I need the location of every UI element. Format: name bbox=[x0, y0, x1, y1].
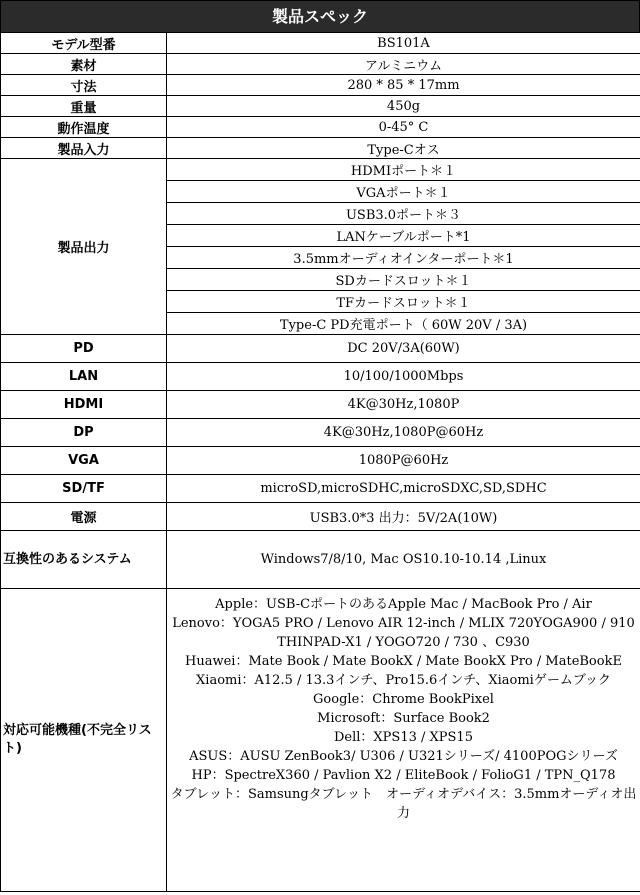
sdtf-label: SD/TF bbox=[1, 475, 167, 503]
hdmi-label: HDMI bbox=[1, 391, 167, 419]
lan-value: 10/100/1000Mbps bbox=[167, 363, 640, 391]
output-item: 3.5mmオーディオインターポート＊1 bbox=[167, 247, 640, 269]
compat-list bbox=[167, 589, 640, 892]
table-row bbox=[1, 138, 640, 159]
compat-label: 対応可能機種(不完全リスト) bbox=[1, 589, 167, 892]
weight-value: 450g bbox=[167, 96, 640, 117]
power-label: 電源 bbox=[1, 503, 167, 531]
temp-label: 動作温度 bbox=[1, 117, 167, 138]
vga-label: VGA bbox=[1, 447, 167, 475]
lan-label: LAN bbox=[1, 363, 167, 391]
output-item: SDカードスロット＊１ bbox=[167, 269, 640, 291]
output-item: Type-C PD充電ポート（ 60W 20V / 3A) bbox=[167, 313, 640, 335]
table-row bbox=[1, 75, 640, 96]
output-item: USB3.0ポート＊３ bbox=[167, 203, 640, 225]
table-row bbox=[1, 475, 640, 503]
system-label: 互換性のあるシステム bbox=[1, 531, 167, 589]
compat-line: Apple：USB-CポートのあるApple Mac / MacBook Pro / Air bbox=[215, 597, 592, 612]
weight-label: 重量 bbox=[1, 96, 167, 117]
output-item: TFカードスロット＊１ bbox=[167, 291, 640, 313]
compat-line: Dell：XPS13 / XPS15 bbox=[334, 730, 473, 745]
table-row bbox=[1, 589, 640, 892]
table-row bbox=[1, 503, 640, 531]
power-value: USB3.0*3 出力：5V/2A(10W) bbox=[167, 503, 640, 531]
table-row bbox=[1, 96, 640, 117]
spec-table bbox=[0, 32, 640, 892]
compat-line: HP：SpectreX360 / Pavlion X2 / EliteBook / FolioG1 / TPN_Q178 bbox=[191, 768, 616, 783]
input-label: 製品入力 bbox=[1, 138, 167, 159]
compat-line: ASUS：AUSU ZenBook3/ U306 / U321シリーズ/ 4100POGシリーズ bbox=[189, 749, 618, 764]
pd-label: PD bbox=[1, 335, 167, 363]
dp-value: 4K@30Hz,1080P@60Hz bbox=[167, 419, 640, 447]
model-value: BS101A bbox=[167, 33, 640, 54]
table-row bbox=[1, 531, 640, 589]
spec-title: 製品スペック bbox=[0, 0, 640, 33]
table-row bbox=[1, 117, 640, 138]
model-label: モデル型番 bbox=[1, 33, 167, 54]
system-value: Windows7/8/10, Mac OS10.10-10.14 ,Linux bbox=[167, 531, 640, 589]
sdtf-value: microSD,microSDHC,microSDXC,SD,SDHC bbox=[167, 475, 640, 503]
table-row bbox=[1, 159, 640, 181]
table-row bbox=[1, 447, 640, 475]
material-value: アルミニウム bbox=[167, 54, 640, 75]
compat-line: Xiaomi：A12.5 / 13.3インチ、Pro15.6インチ、Xiaomiゲームブック bbox=[196, 673, 611, 688]
table-row bbox=[1, 33, 640, 54]
output-item: LANケーブルポート*1 bbox=[167, 225, 640, 247]
output-label: 製品出力 bbox=[1, 159, 167, 335]
temp-value: 0-45° C bbox=[167, 117, 640, 138]
output-item: VGAポート＊１ bbox=[167, 181, 640, 203]
compat-line: タブレット：Samsungタブレット オーディオデバイス：3.5mmオーディオ出力 bbox=[170, 787, 637, 821]
compat-line: Google：Chrome BookPixel bbox=[313, 692, 494, 707]
table-row bbox=[1, 419, 640, 447]
size-value: 280 * 85 * 17mm bbox=[167, 75, 640, 96]
table-row bbox=[1, 335, 640, 363]
size-label: 寸法 bbox=[1, 75, 167, 96]
output-item: HDMIポート＊１ bbox=[167, 159, 640, 181]
input-value: Type-Cオス bbox=[167, 138, 640, 159]
compat-line: Lenovo：YOGA5 PRO / Lenovo AIR 12-inch / MLIX 720YOGA900 / 910 THINPAD-X1 / YOGO720 / 730 、C930 bbox=[172, 616, 635, 650]
dp-label: DP bbox=[1, 419, 167, 447]
compat-line: Microsoft：Surface Book2 bbox=[317, 711, 490, 726]
vga-value: 1080P@60Hz bbox=[167, 447, 640, 475]
table-row bbox=[1, 54, 640, 75]
material-label: 素材 bbox=[1, 54, 167, 75]
pd-value: DC 20V/3A(60W) bbox=[167, 335, 640, 363]
table-row bbox=[1, 391, 640, 419]
compat-line: Huawei：Mate Book / Mate BookX / Mate BookX Pro / MateBookE bbox=[185, 654, 622, 669]
hdmi-value: 4K@30Hz,1080P bbox=[167, 391, 640, 419]
table-row bbox=[1, 363, 640, 391]
